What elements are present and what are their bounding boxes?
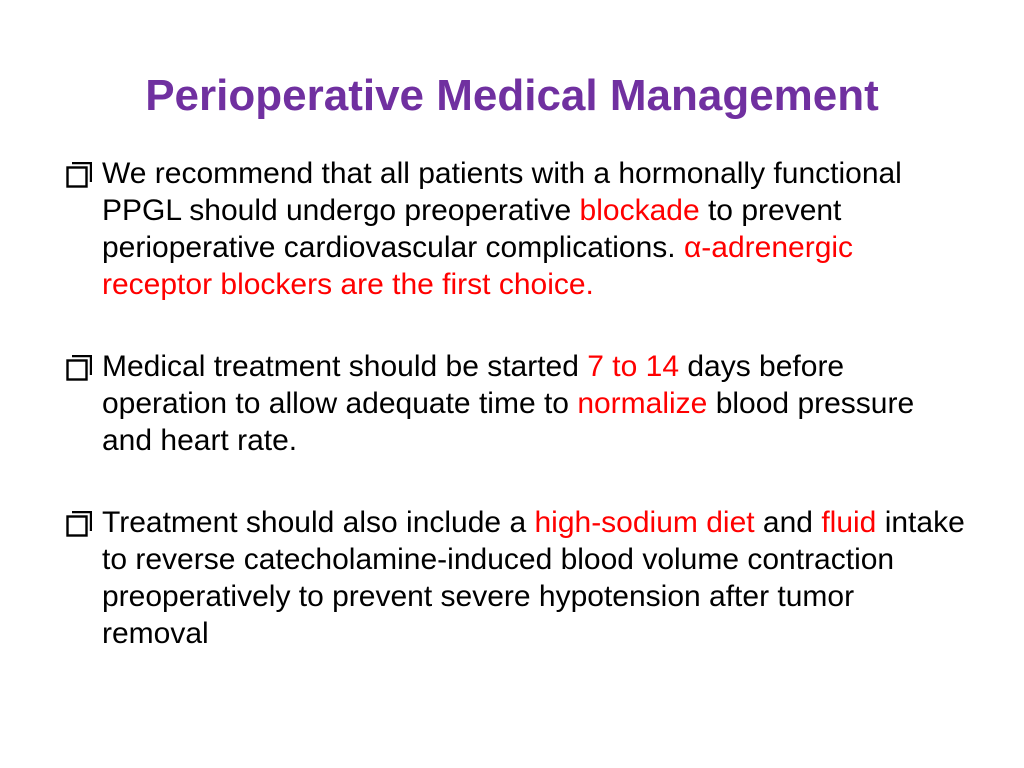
bullet-2-highlight-days: 7 to 14 xyxy=(587,350,680,383)
checkbox-bullet-icon xyxy=(66,355,92,381)
bullet-3-highlight-sodium-diet: high-sodium diet xyxy=(534,506,755,539)
bullet-1-highlight-blockade: blockade xyxy=(579,194,700,227)
checkbox-bullet-icon xyxy=(66,162,92,188)
bullet-2-text-end: blood pressure and heart rate. xyxy=(102,387,915,457)
bullet-3-text-end: intake to reverse catecholamine-induced blood volume contraction preoperatively to prevent severe hypotension after tumor removal xyxy=(102,506,965,650)
bullet-1-highlight-alpha-blockers: α-adrenergic receptor blockers are the first choice. xyxy=(102,231,854,301)
bullet-item-3 xyxy=(66,504,966,652)
bullet-1-text-cont: to prevent perioperative cardiovascular complications. xyxy=(102,194,842,264)
bullet-2-highlight-normalize: normalize xyxy=(577,387,708,420)
bullet-item-1 xyxy=(66,155,966,303)
bullet-2-text-cont: days before operation to allow adequate time to xyxy=(102,350,845,420)
slide-title: Perioperative Medical Management xyxy=(145,71,879,120)
bullet-2-text: Medical treatment should be started xyxy=(102,350,588,383)
bullet-3-highlight-fluid: fluid xyxy=(821,506,877,539)
bullet-3-text: Treatment should also include a xyxy=(102,506,535,539)
bullet-3-text-cont: and xyxy=(754,506,822,539)
checkbox-bullet-icon xyxy=(66,511,92,537)
bullet-1-text: We recommend that all patients with a hormonally functional PPGL should undergo preoperative xyxy=(102,157,902,227)
bullet-list xyxy=(66,155,966,652)
bullet-item-2 xyxy=(66,348,966,459)
